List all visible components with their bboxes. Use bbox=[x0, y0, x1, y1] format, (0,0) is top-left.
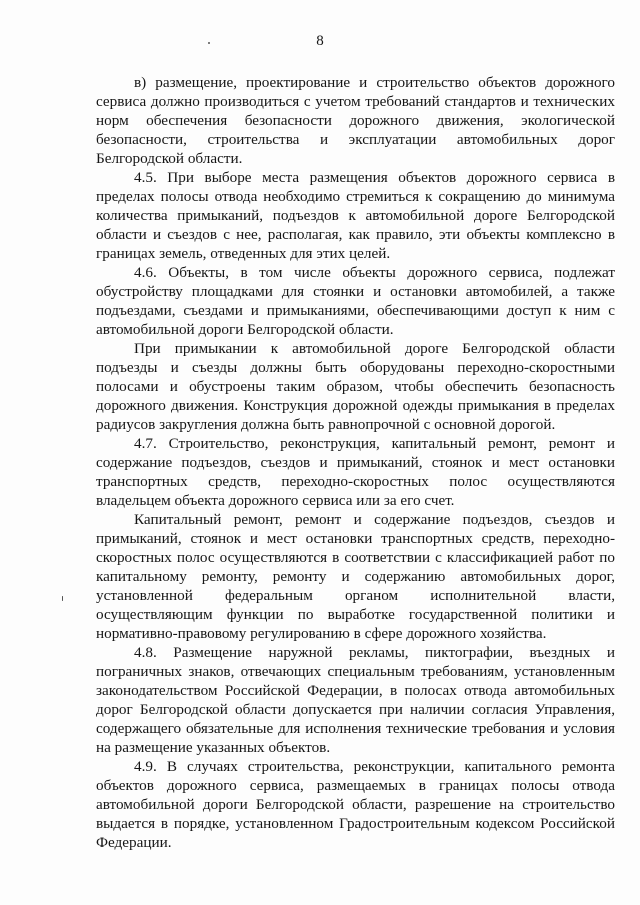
paragraph-subitem-v: в) размещение, проектирование и строительство объектов дорожного сервиса должно производиться с учетом требований стандартов и технических норм обеспечения безопасности дорожного движения, экологической безопасности, строительства и эксплуатации автомобильных дорог Белгородской области. bbox=[96, 74, 615, 167]
paragraph-repair-classification: Капитальный ремонт, ремонт и содержание подъездов, съездов и примыканий, стоянок и мест остановки транспортных средств, переходно-скоростных полос осуществляются в соответствии с классификацией работ по капитальному ремонту, ремонту и содержанию автомобильных дорог, установленной федеральным органом исполнительной власти, осуществляющим функции по выработке государственной политики и нормативно-правовому регулированию в сфере дорожного хозяйства. bbox=[96, 511, 615, 642]
paragraph-4-6: 4.6. Объекты, в том числе объекты дорожного сервиса, подлежат обустройству площадками для стоянки и остановки автомобилей, а также подъездами, съездами и примыканиями, обеспечивающими доступ к ним с автомобильной дороги Белгородской области. bbox=[96, 264, 615, 338]
scan-speck bbox=[208, 42, 210, 44]
paragraph-4-5: 4.5. При выборе места размещения объектов дорожного сервиса в пределах полосы отвода необходимо стремиться к сокращению до минимума количества примыканий, подъездов к автомобильной дороге Белгородской области и съездов с нее, располагая, как правило, эти объекты комплексно в границах земель, отведенных для этих целей. bbox=[96, 169, 615, 262]
paragraph-4-7: 4.7. Строительство, реконструкция, капитальный ремонт, ремонт и содержание подъездов, съездов и примыканий, стоянок и мест остановки транспортных средств, переходно-скоростных полос осуществляются владельцем объекта дорожного сервиса или за его счет. bbox=[96, 435, 615, 509]
paragraph-4-8: 4.8. Размещение наружной рекламы, пиктографии, въездных и пограничных знаков, отвечающих специальным требованиям, установленным законодательством Российской Федерации, в полосах отвода автомобильных дорог Белгородской области допускается при наличии согласия Управления, содержащего обязательные для исполнения технические требования и условия на размещение указанных объектов. bbox=[96, 644, 615, 756]
page-number: 8 bbox=[316, 33, 324, 49]
scan-speck bbox=[62, 596, 63, 601]
paragraph-4-9: 4.9. В случаях строительства, реконструкции, капитального ремонта объектов дорожного сервиса, размещаемых в границах полосы отвода автомобильной дороги Белгородской области, разрешение на строительство выдается в порядке, установленном Градостроительным кодексом Российской Федерации. bbox=[96, 758, 615, 851]
paragraph-junction-requirements: При примыкании к автомобильной дороге Белгородской области подъезды и съезды должны быть оборудованы переходно-скоростными полосами и обустроены таким образом, чтобы обеспечить безопасность дорожного движения. Конструкция дорожной одежды примыкания в пределах радиусов закругления должна быть равнопрочной с основной дорогой. bbox=[96, 340, 615, 433]
document-body bbox=[96, 73, 615, 852]
